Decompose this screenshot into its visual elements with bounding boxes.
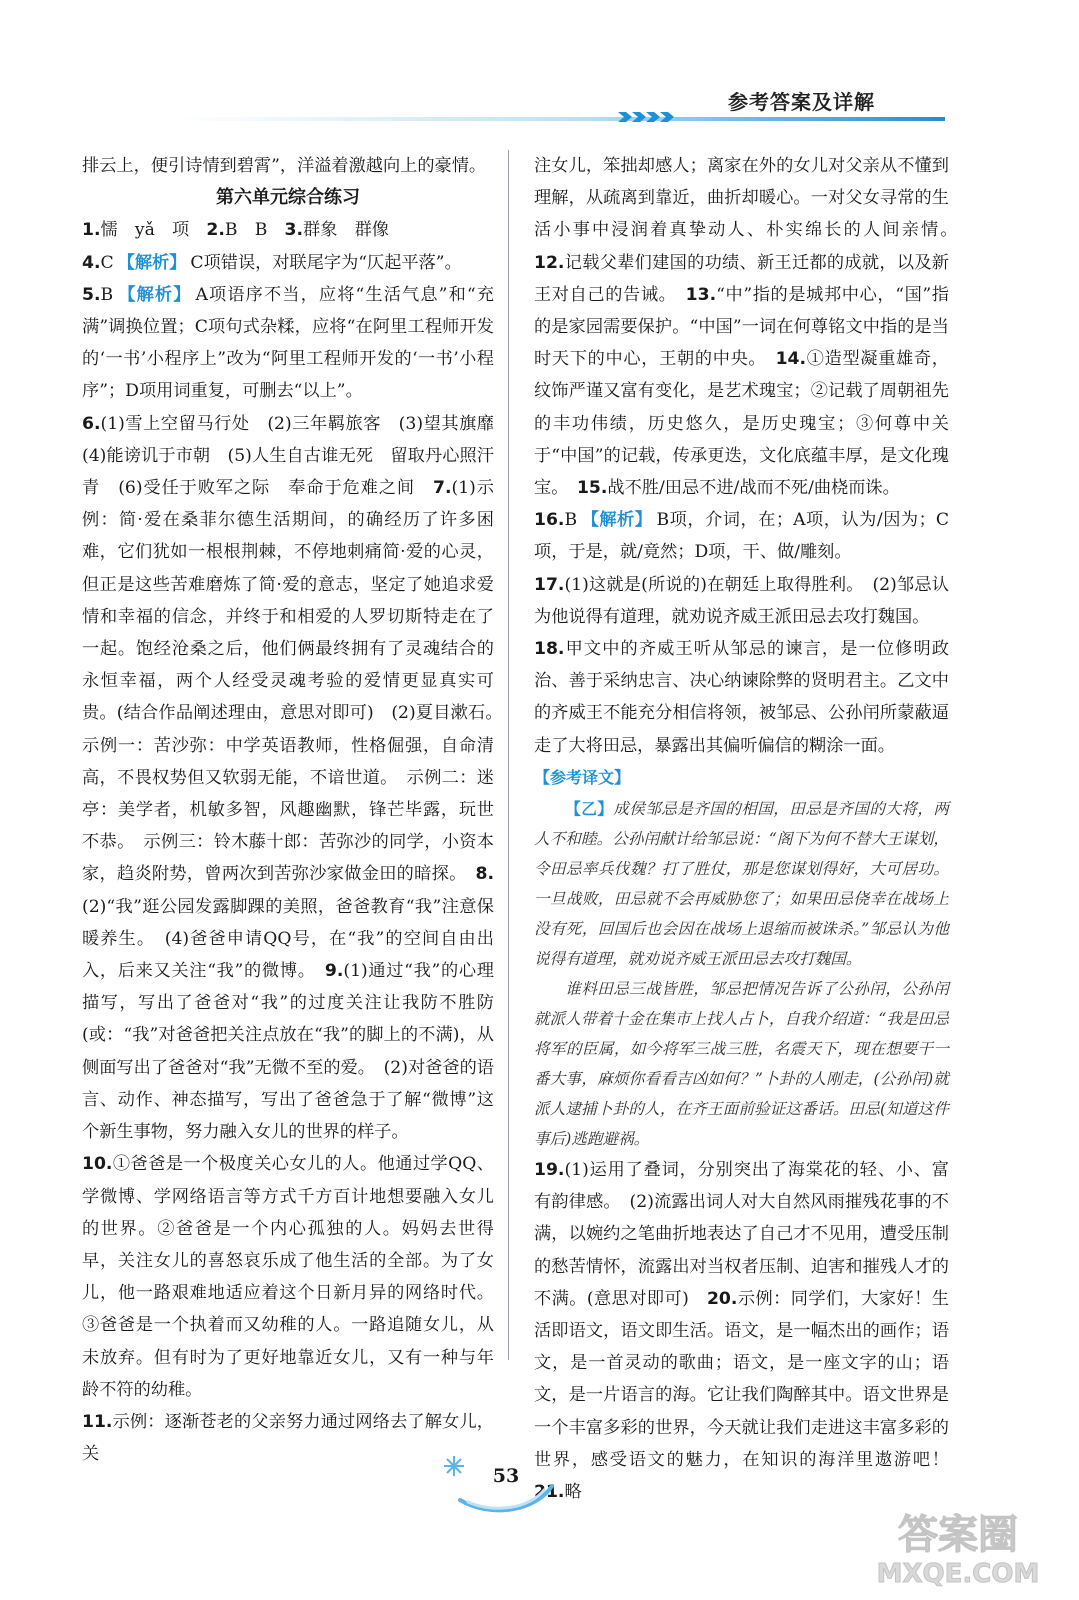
analysis-tag: 【解析】 [117, 284, 192, 305]
translation-paragraph-2: 谁料田忌三战皆胜，邹忌把情况告诉了公孙闬，公孙闬就派人带着十金在集市上找人占卜，自我介绍道：“我是田忌将军的臣属，如今将军三战三胜，名震天下，现在想要干一番大事，麻烦你看看吉凶如何？”卜卦的人刚走，(公孙闬)就派人逮捕卜卦的人，在齐王面前验证这番话。田忌(知道这件事后)逃跑避祸。 [534, 980, 949, 1149]
left-column [82, 150, 512, 1470]
answer-17: 17.(1)这就是(所说的)在朝廷上取得胜利。 (2)邹忌认为他说得有道理，就劝说齐威王派田忌去攻打魏国。 [534, 574, 949, 627]
answer-6-9: 6.(1)雪上空留马行处 (2)三年羁旅客 (3)望其旗靡 (4)能谤讥于市朝 (5)人生自古谁无死 留取丹心照汗青 (6)受任于败军之际 奉命于危难之间 7.(1)示例：简·爱在桑菲尔德生活期间，的确经历了许多困难，它们犹如一根根荆棘，不停地刺痛简·爱的心灵，但正是这些苦难磨炼了简·爱的意志，坚定了她追求爱情和幸福的信念，并终于和相爱的人罗切斯特走在了一起。饱经沧桑之后，他们俩最终拥有了灵魂结合的永恒幸福，两个人经受灵魂考验的爱情更显真实可贵。(结合作品阐述理由，意思对即可) (2)夏目漱石。 示例一：苦沙弥：中学英语教师，性格倔强，自命清高，不畏权势但又软弱无能，不谙世道。 示例二：迷亭：美学者，机敏多智，风趣幽默，锋芒毕露，玩世不恭。 示例三：铃木藤十郎：苦弥沙的同学，小资本家，趋炎附势，曾两次到苦弥沙家做金田的暗探。 8.(2)“我”逛公园发露脚踝的美照，爸爸教育“我”注意保暖养生。 (4)爸爸申请QQ号，在“我”的空间自由出入，后来又关注“我”的微博。 9.(1)通过“我”的心理描写，写出了爸爸对“我”的过度关注让我防不胜防(或：“我”对爸爸把关注点放在“我”的脚上的不满)，从侧面写出了爸爸对“我”无微不至的爱。 (2)对爸爸的语言、动作、神态描写，写出了爸爸急于了解“微博”这个新生事物，努力融入女儿的世界的样子。 [82, 413, 512, 1143]
answer-18: 18.甲文中的齐威王听从邹忌的谏言，是一位修明政治、善于采纳忠言、决心纳谏除弊的贤明君主。乙文中的齐威王不能充分相信将领，被邹忌、公孙闬所蒙蔽逼走了大将田忌，暴露出其偏听偏信的糊涂一面。 [534, 639, 949, 756]
analysis-tag: 【解析】 [117, 252, 187, 273]
answer-19-21: 19.(1)运用了叠词，分别突出了海棠花的轻、小、富有韵律感。 (2)流露出词人对大自然风雨摧残花事的不满，以婉约之笔曲折地表达了自己才不见用，遭受压制的愁苦情怀，流露出对当权者压制、迫害和摧残人才的不满。(意思对即可) 20.示例：同学们，大家好！生活即语文，语文即生活。语文，是一幅杰出的画作；语文，是一首灵动的歌曲；语文，是一座文字的山；语文，是一片语言的海。它让我们陶醉其中。语文世界是一个丰富多彩的世界，今天就让我们走进这丰富多彩的世界，感受语文的魅力，在知识的海洋里遨游吧！ 21.略 [534, 1160, 967, 1503]
answer-16: 16.B 【解析】 B项，介词，在；A项，认为/因为；C项，于是，就/竟然；D项，干、做/雕刻。 [534, 510, 949, 563]
watermark-logo [858, 1500, 1058, 1590]
answer-11: 11.示例：逐渐苍老的父亲努力通过网络去了解女儿，关 [82, 1411, 494, 1465]
header-decoration [180, 108, 945, 124]
answer-4: 4.C 【解析】 C项错误，对联尾字为“仄起平落”。 [82, 252, 462, 273]
watermark-text-bottom: MXQE.COM [876, 1559, 1040, 1589]
reference-translation-title: 【参考译文】 [534, 767, 631, 787]
right-column [534, 150, 967, 1508]
page-number: 53 [492, 1465, 520, 1487]
answer-continuation: 排云上，便引诗情到碧霄”，洋溢着激越向上的豪情。 [82, 156, 487, 176]
answer-11-15: 注女儿，笨拙却感人；离家在外的女儿对父亲从不懂到理解，从疏离到靠近，曲折却暖心。一对父女寻常的生活小事中浸润着真挚动人、朴实绵长的人间亲情。 12.记载父辈们建国的功绩、新王迁都的成就，以及新王对自己的告诫。 13.“中”指的是城邦中心，“国”指的是家园需要保护。“中国”一词在何尊铭文中指的是当时天下的中心，王朝的中央。 14.①造型凝重雄奇，纹饰严谨又富有变化，是艺术瑰宝；②记载了周朝祖先的丰功伟绩，历史悠久，是历史瑰宝；③何尊中关于“中国”的记载，传承更迭，文化底蕴丰厚，是文化瑰宝。 15.战不胜/田忌不进/战而不死/曲桡而诛。 [534, 156, 967, 499]
answer-5: 5.B 【解析】 A项语序不当，应将“生活气息”和“充满”调换位置；C项句式杂糅，应将“在阿里工程师开发的‘一书’小程序上”改为“阿里工程师开发的‘一书’小程序”；D项用词重复，可删去“以上”。 [82, 284, 494, 402]
column-divider [508, 150, 509, 1360]
answer-10: 10.①爸爸是一个极度关心女儿的人。他通过学QQ、学微博、学网络语言等方式千方百计地想要融入女儿的世界。②爸爸是一个内心孤独的人。妈妈去世得早，关注女儿的喜怒哀乐成了他生活的全部。为了女儿，他一路艰难地适应着这个日新月异的网络时代。③爸爸是一个执着而又幼稚的人。一路追随女儿，从未放弃。但有时为了更好地靠近女儿，又有一种与年龄不符的幼稚。 [82, 1154, 494, 1400]
snowflake-icon [444, 1456, 464, 1476]
section-title: 第六单元综合练习 [216, 187, 360, 209]
translation-paragraph-1: 【乙】成侯邹忌是齐国的相国，田忌是齐国的大将，两人不和睦。公孙闬献计给邹忌说：“阁下为何不替大王谋划，令田忌率兵伐魏？打了胜仗，那是您谋划得好，大可居功。一旦战败，田忌就不会再威胁您了；如果田忌侥幸在战场上没有死，回国后也会因在战场上退缩而被诛杀。”邹忌认为他说得有道理，就劝说齐威王派田忌去攻打魏国。 [534, 799, 949, 969]
answer-1-3: 1.懦 yǎ 项 2.B B 3.群象 群像 [82, 220, 389, 241]
analysis-tag: 【解析】 [581, 510, 653, 531]
watermark-text-top: 答案圈 [898, 1512, 1018, 1558]
header-title: 参考答案及详解 [728, 90, 875, 114]
